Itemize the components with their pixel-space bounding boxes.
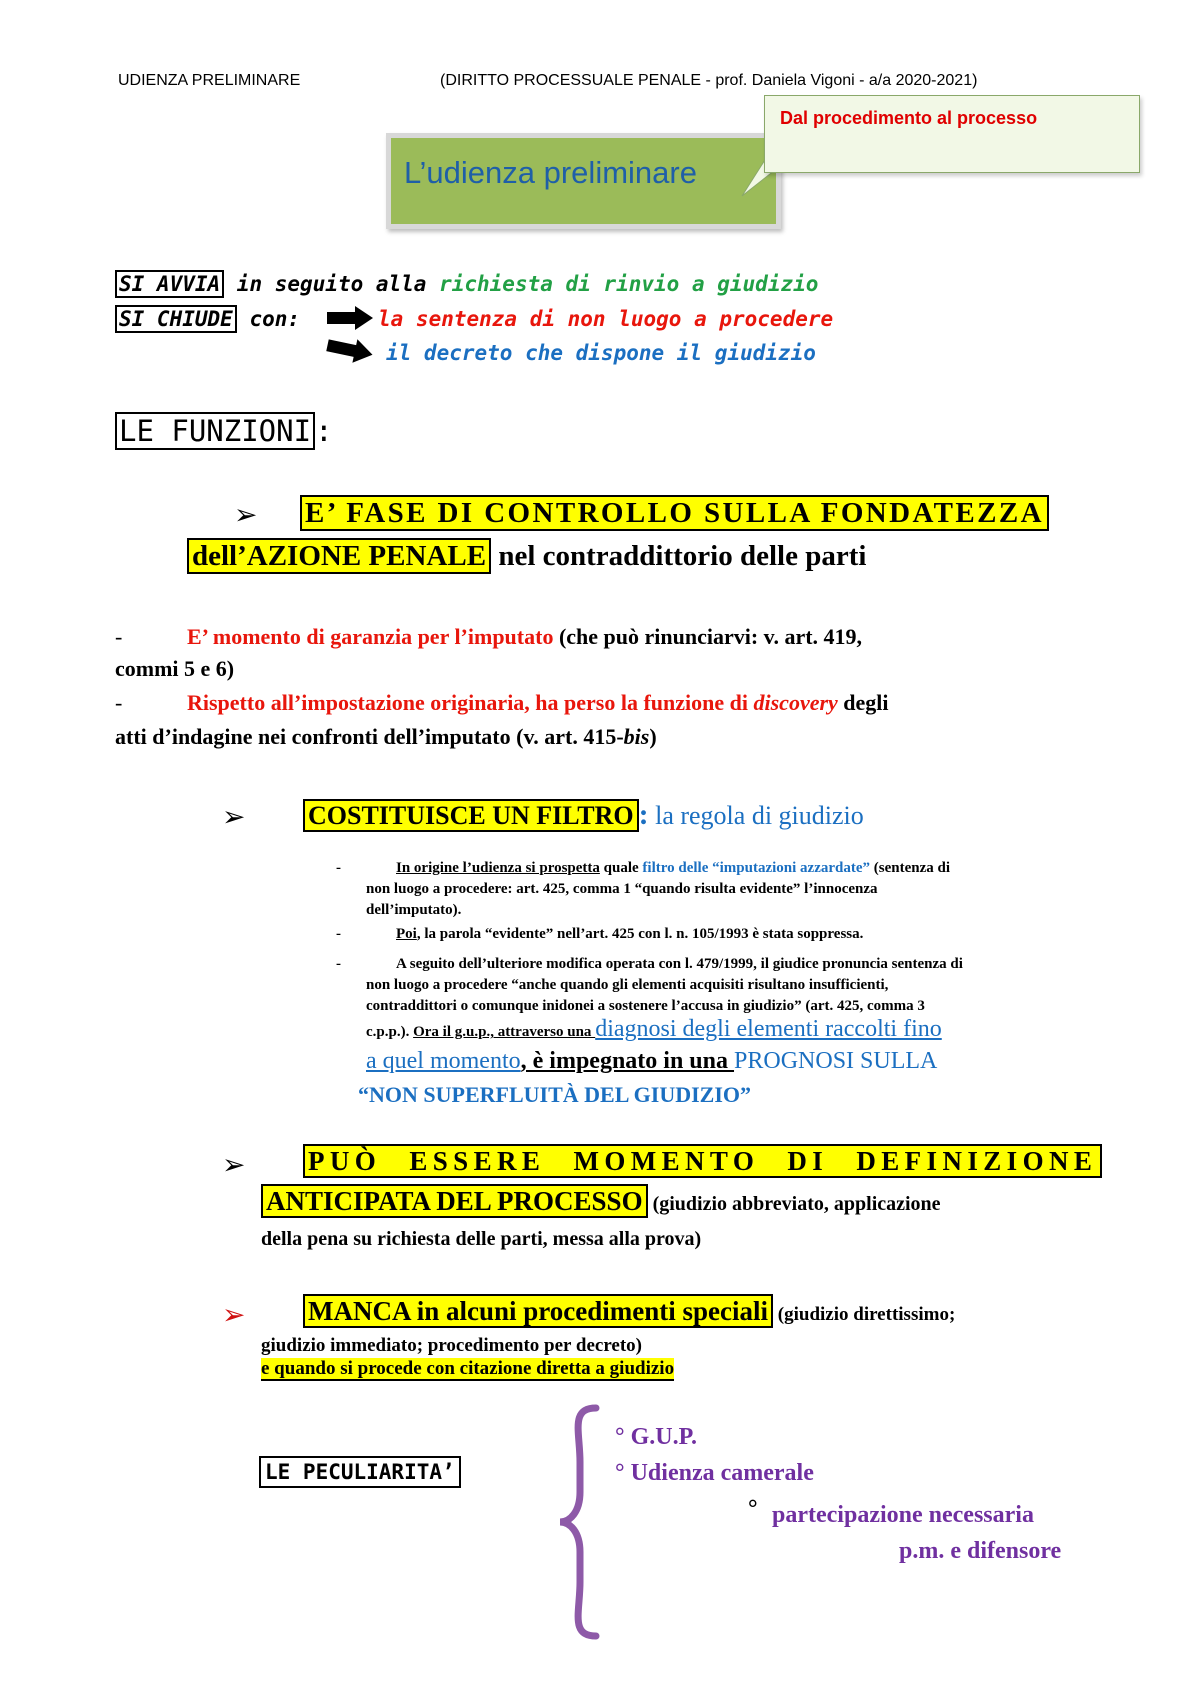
f3-line1 [303,1146,1102,1177]
f1-dash1-mark: - [115,624,123,649]
intro-chiude-line [115,307,300,331]
peculiarita-item-partecipazione: partecipazione necessaria [772,1502,1034,1528]
callout-text: Dal procedimento al processo [780,108,1038,128]
doc-header-left: UDIENZA PRELIMINARE [118,72,301,89]
f1-dash2-cont-a: atti d’indagine nei confronti dell’imputato (v. art. 415- [115,724,624,749]
funzioni-heading-label: LE FUNZIONI [115,412,315,450]
f2-sub1-line3: dell’imputato). [366,902,462,918]
f1-dash1-cont: commi 5 e 6) [115,656,235,681]
f2-sub3-line5 [366,1048,937,1075]
f4-line1 [303,1296,955,1327]
peculiarita-line [259,1460,461,1484]
f1-rest: nel contraddittorio delle parti [491,540,867,572]
f2-sub3-line4-a: c.p.p.). [366,1024,414,1040]
f4-highlight: MANCA in alcuni procedimenti speciali [303,1294,773,1328]
page-title: L’udienza preliminare [404,155,697,190]
f1-line2 [187,540,866,573]
f2-sub1-b: quale [599,860,643,876]
f1-highlight-a: E’ FASE DI CONTROLLO SULLA FONDATEZZA [300,495,1049,531]
peculiarita-label: LE PECULIARITA’ [259,1456,461,1488]
f2-sub3-line5-blue: a quel momento [366,1048,521,1074]
f2-sub1-line2: non luogo a procedere: art. 425, comma 1 “quando risulta evidente” l’innocenza [366,881,878,897]
chiude-option-decreto: il decreto che dispone il giudizio [386,341,816,365]
avvia-label: SI AVVIA [115,270,224,298]
f1-dash1-line [187,624,862,650]
f2-sub3-line4 [366,1016,942,1043]
avvia-text: in seguito alla [224,272,440,296]
f2-sub3-line4-b: Ora il g.u.p., attraverso una [413,1024,596,1040]
f2-sub3-line5-b: , è impegnato in una [520,1048,735,1074]
bullet-arrow-icon: ➢ [222,1148,246,1181]
callout-box [764,95,1140,173]
f2-sub1-c: (sentenza di [870,860,951,876]
f2-sub1-blue: filtro delle “imputazioni azzardate” [642,860,871,876]
f3-line2 [261,1186,941,1217]
f4-extra-line [261,1358,674,1380]
f1-dash1-rest: (che può rinunciarvi: v. art. 419, [553,624,863,649]
f3-cont: della pena su richiesta delle parti, messa alla prova) [261,1228,702,1250]
chiude-option-sentenza: la sentenza di non luogo a procedere [378,307,834,331]
f1-dash2-red-italic: discovery [753,690,838,715]
f2-sub3-line4-blue: diagnosi degli elementi raccolti fino [595,1016,942,1042]
f2-sub3-line6: “NON SUPERFLUITÀ DEL GIUDIZIO” [358,1082,752,1107]
f2-sub2-b: , la parola “evidente” nell’art. 425 con l. n. 105/1993 è stata soppressa. [416,926,864,942]
f4-extra: e quando si procede con citazione diretta a giudizio [261,1358,675,1379]
f1-dash2-cont-italic: bis [623,724,650,749]
f2-colon: : [638,798,649,831]
f3-highlight-b: ANTICIPATA DEL PROCESSO [261,1184,648,1218]
f1-dash2-rest: degli [837,690,889,715]
f3-highlight-a: PUÒ ESSERE MOMENTO DI DEFINIZIONE [303,1144,1102,1178]
f1-dash2-line [187,690,889,716]
f2-highlight: COSTITUISCE UN FILTRO [303,799,639,832]
peculiarita-item3-bullet: ° [748,1496,758,1522]
peculiarita-item-gup: ° G.U.P. [615,1424,698,1450]
f2-sub3-mark: - [336,956,341,972]
f2-sub3-line2: non luogo a procedere “anche quando gli elementi acquisiti risultano insufficienti, [366,977,889,993]
f2-sub1-line1 [396,860,950,877]
intro-avvia-line [115,272,818,296]
bullet-arrow-icon: ➢ [234,498,258,531]
peculiarita-item-camerale: ° Udienza camerale [615,1460,814,1486]
chiude-label: SI CHIUDE [115,305,237,333]
f2-sub1-mark: - [336,860,341,876]
doc-header-right: (DIRITTO PROCESSUALE PENALE - prof. Daniela Vigoni - a/a 2020-2021) [440,72,978,89]
f1-dash2-cont-b: ) [649,724,657,749]
f2-line [303,798,864,832]
f1-dash1-red: E’ momento di garanzia per l’imputato [187,624,554,649]
f2-sub3-line5-c: PROGNOSI SULLA [734,1048,938,1074]
f4-cont: giudizio immediato; procedimento per decreto) [261,1335,642,1356]
f2-sub3-line3: contraddittori o comunque inidonei a sostenere l’accusa in giudizio” (art. 425, comma 3 [366,998,925,1014]
f1-dash2-cont [115,724,657,750]
f2-sub2-a: Poi [396,926,417,942]
f2-sub2-line [396,926,863,943]
black-arrows-icon [325,304,377,366]
f1-line1 [300,497,1049,530]
f1-highlight-b: dell’AZIONE PENALE [187,538,491,574]
f1-dash2-mark: - [115,690,123,715]
avvia-value: richiesta di rinvio a giudizio [439,272,819,296]
f3-rest: (giudizio abbreviato, applicazione [647,1193,941,1215]
f2-sub2-mark: - [336,926,341,942]
bullet-arrow-icon: ➢ [222,800,246,833]
chiude-text: con: [236,307,301,331]
funzioni-heading-colon: : [315,414,333,448]
bullet-arrow-icon: ➢ [222,1298,246,1331]
f2-rest: la regola di giudizio [648,801,864,830]
f2-sub1-a: In origine l’udienza si prospetta [396,860,600,876]
f4-rest: (giudizio direttissimo; [773,1304,956,1325]
funzioni-heading [115,414,333,448]
f2-sub3-line1: A seguito dell’ulteriore modifica operata con l. 479/1999, il giudice pronuncia sentenza di [396,956,963,972]
peculiarita-item-partecipazione-cont: p.m. e difensore [899,1538,1062,1564]
f1-dash2-red: Rispetto all’impostazione originaria, ha perso la funzione di [187,690,754,715]
